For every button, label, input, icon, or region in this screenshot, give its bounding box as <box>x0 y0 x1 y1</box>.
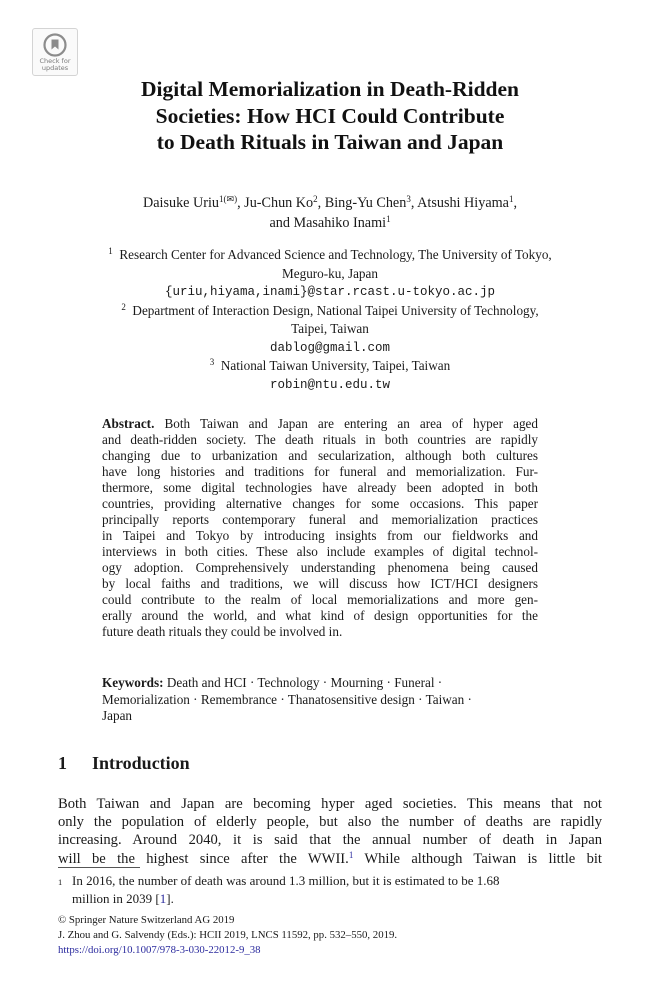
copyright-block <box>58 913 602 958</box>
author-line <box>40 193 620 213</box>
footnote-divider <box>58 867 140 868</box>
footnote <box>58 873 602 907</box>
section-number: 1 <box>58 753 67 773</box>
affiliation-mark: 3 <box>209 357 215 367</box>
affiliation-mark-close: ) <box>234 194 238 204</box>
affiliation-mark: 1 <box>508 194 514 204</box>
title-line: Digital Memorialization in Death-Ridden <box>140 77 519 101</box>
keywords-text: Death and HCI · Technology · Mourning · Funeral · <box>166 675 443 690</box>
abstract-line: principally reports contemporary funeral and memorialization practices <box>102 512 538 527</box>
abstract-line: future death rituals they could be involved in. <box>102 624 343 639</box>
author-list <box>40 193 620 233</box>
keywords-line: Memorialization · Remembrance · Thanatosensitive design · Taiwan · <box>102 691 472 707</box>
affiliation-mark: 1( <box>219 194 227 204</box>
author-name: , Ju-Chun Ko <box>237 195 314 211</box>
author-separator: , <box>513 195 518 211</box>
body-text: will be the highest since after the WWII. <box>58 850 349 867</box>
abstract-line: in Taipei and Tokyo by introducing insights from our fieldworks and <box>102 528 538 543</box>
body-line: Both Taiwan and Japan are becoming hyper aged societies. This means that not <box>58 796 602 812</box>
section-title: Introduction <box>92 753 190 773</box>
abstract-line: thermore, some digital technologies have already been adopted in both <box>102 480 538 495</box>
footnote-text: million in 2039 [ <box>72 890 160 906</box>
abstract-line: and death-ridden society. The death rituals in both countries are rapidly <box>102 432 538 447</box>
publication-info: J. Zhou and G. Salvendy (Eds.): HCII 2019, LNCS 11592, pp. 532–550, 2019. <box>58 929 398 941</box>
envelope-icon[interactable]: ✉ <box>226 194 235 204</box>
footnote-line <box>58 873 602 891</box>
badge-label-line: updates <box>41 64 69 72</box>
footnote-mark: 1 <box>58 877 63 887</box>
paper-title <box>60 76 600 156</box>
title-line: to Death Rituals in Taiwan and Japan <box>156 130 504 154</box>
affiliation-text: Taipei, Taiwan <box>291 321 369 336</box>
author-name: Daisuke Uriu <box>142 195 220 211</box>
affiliation-1 <box>40 246 620 265</box>
abstract-line: erally around the world, and what kind of design opportunities for the <box>102 608 538 623</box>
abstract-line: have long histories and traditions for funeral and memorialization. Fur- <box>102 464 538 479</box>
abstract-line: could contribute to the realm of local memorializations and more gen- <box>102 592 538 607</box>
abstract-line: countries, providing alternative changes for some occasions. This paper <box>102 496 538 511</box>
bookmark-circle-icon <box>43 33 67 57</box>
footnote-line <box>58 891 602 908</box>
author-name: , Bing-Yu Chen <box>317 195 407 211</box>
footnote-text: In 2016, the number of death was around 1.3 million, but it is estimated to be 1.68 <box>72 873 500 888</box>
section-heading <box>58 753 190 774</box>
badge-label-line: Check for <box>39 57 71 65</box>
body-text: While although Taiwan is little bit <box>353 850 602 867</box>
title-line: Societies: How HCI Could Contribute <box>155 103 505 128</box>
keywords-line: Japan <box>102 708 133 723</box>
abstract <box>102 416 538 640</box>
introduction-paragraph <box>58 795 602 868</box>
affiliation-text: Research Center for Advanced Science and Technology, The University of Tokyo, <box>119 247 552 262</box>
email-address[interactable]: dablog@gmail.com <box>269 340 391 355</box>
affiliation-text: National Taiwan University, Taipei, Taiwan <box>220 358 451 373</box>
author-name: , Atsushi Hiyama <box>410 195 509 211</box>
author-name: and Masahiko Inami <box>269 215 387 231</box>
keywords-label: Keywords: <box>102 675 164 690</box>
affiliations <box>40 246 620 394</box>
footnote-text: ]. <box>166 890 174 906</box>
citation-link[interactable]: 1 <box>159 890 167 906</box>
body-line <box>58 850 602 868</box>
abstract-line <box>102 416 538 432</box>
affiliation-2 <box>40 302 620 321</box>
abstract-line: changing due to urbanization and secularization, although both cultures <box>102 448 538 463</box>
abstract-line: interviews in both cities. These also include examples of digital technol- <box>102 544 538 559</box>
check-for-updates-badge[interactable] <box>32 28 78 76</box>
affiliation-mark: 2 <box>121 301 126 312</box>
author-mark <box>219 194 237 204</box>
badge-label <box>33 58 77 72</box>
abstract-label: Abstract. <box>102 416 155 431</box>
affiliation-text: Meguro-ku, Japan <box>282 265 378 281</box>
copyright-line: © Springer Nature Switzerland AG 2019 <box>58 914 235 926</box>
abstract-line: by local faiths and traditions, we will discuss how ICT/HCI designers <box>102 576 538 591</box>
footnote-reference-link[interactable]: 1 <box>348 849 354 860</box>
affiliation-mark: 2 <box>313 194 318 204</box>
email-address[interactable]: {uriu,hiyama,inami}@star.rcast.u-tokyo.ac.jp <box>164 285 496 299</box>
doi-link[interactable]: https://doi.org/10.1007/978-3-030-22012-9_38 <box>58 944 261 956</box>
keywords <box>102 675 538 725</box>
body-line: increasing. Around 2040, it is said that the annual number of death in Japan <box>58 832 602 849</box>
body-line: only the population of elderly people, but also the number of deaths are rapidly <box>58 814 602 831</box>
affiliation-mark: 1 <box>108 246 113 256</box>
email-address[interactable]: robin@ntu.edu.tw <box>269 377 391 392</box>
affiliation-mark: 1 <box>386 214 391 224</box>
abstract-line: ogy adoption. Comprehensively understanding phenomena being caused <box>102 560 538 575</box>
affiliation-mark: 3 <box>406 194 411 204</box>
affiliation-text: Department of Interaction Design, National Taipei University of Technology, <box>132 302 539 318</box>
abstract-text: Both Taiwan and Japan are entering an area of hyper aged <box>164 416 538 431</box>
affiliation-3 <box>40 357 620 376</box>
author-line <box>40 213 620 233</box>
keywords-line <box>102 675 538 692</box>
